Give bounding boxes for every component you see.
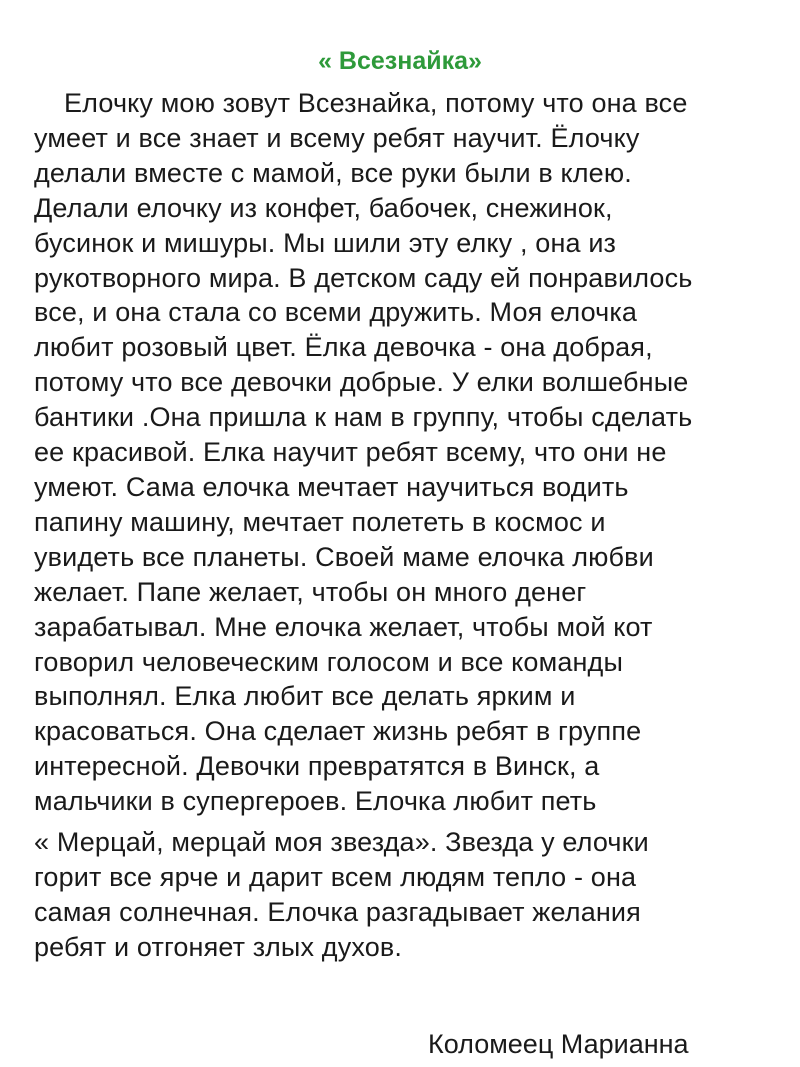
text-line: умеют. Сама елочка мечтает научиться водить [34, 471, 629, 502]
text-line: самая солнечная. Елочка разгадывает желания [34, 896, 641, 927]
text-line: увидеть все планеты. Своей маме елочка любви [34, 541, 654, 572]
text-line: ребят и отгоняет злых духов. [34, 931, 403, 962]
text-line: бантики .Она пришла к нам в группу, чтобы сделать [34, 402, 693, 433]
text-line: мальчики в супергероев. Елочка любит петь [34, 786, 597, 817]
text-line: интересной. Девочки превратятся в Винск, а [34, 751, 600, 782]
author-signature: Коломеец Марианна [428, 1029, 689, 1059]
text-line: « Мерцай, мерцай моя звезда». Звезда у елочки [34, 827, 649, 858]
story-text [34, 86, 764, 965]
text-line: любит розовый цвет. Ёлка девочка - она добрая, [34, 332, 653, 363]
text-line: выполнял. Елка любит все делать ярким и [34, 681, 576, 712]
text-line: желает. Папе желает, чтобы он много денег [34, 576, 587, 607]
text-line: Елочку мою зовут Всезнайка, потому что она все [64, 88, 688, 118]
text-line: все, и она стала со всеми дружить. Моя елочка [34, 297, 638, 328]
text-line: делали вместе с мамой, все руки были в клею. [34, 157, 632, 188]
text-line: горит все ярче и дарит всем людям тепло - она [34, 861, 637, 892]
text-line: красоваться. Она сделает жизнь ребят в группе [34, 716, 642, 747]
text-line: ее красивой. Елка научит ребят всему, что они не [34, 437, 667, 468]
text-line: рукотворного мира. В детском саду ей понравилось [34, 262, 693, 293]
text-line: Делали елочку из конфет, бабочек, снежинок, [34, 192, 613, 223]
text-line: бусинок и мишуры. Мы шили эту елку , она из [34, 227, 617, 258]
text-line: зарабатывал. Мне елочка желает, чтобы мой кот [34, 611, 653, 642]
text-line: умеет и все знает и всему ребят научит. Ёлочку [34, 122, 640, 153]
text-line: потому что все девочки добрые. У елки волшебные [34, 367, 689, 398]
text-line: папину машину, мечтает полететь в космос и [34, 506, 606, 537]
document-title: « Всезнайка» [318, 47, 482, 75]
text-line: говорил человеческим голосом и все команды [34, 646, 624, 677]
